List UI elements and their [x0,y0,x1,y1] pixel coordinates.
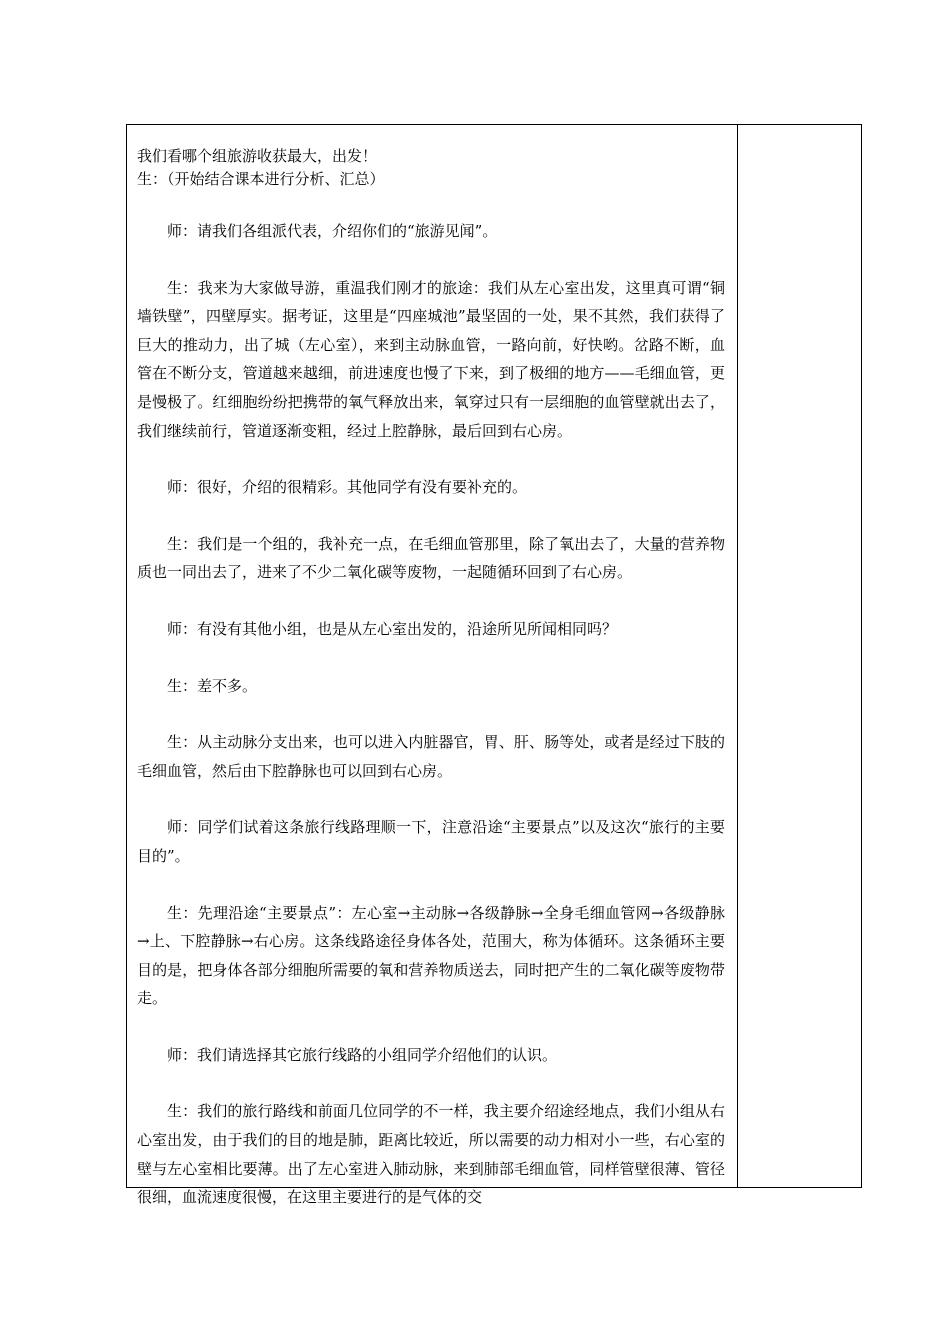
paragraph: 师：同学们试着这条旅行线路理顺一下，注意沿途“主要景点”以及这次“旅行的主要目的”。 [137,818,725,865]
paragraph: 师：有没有其他小组，也是从左心室出发的，沿途所见所闻相同吗？ [167,619,618,638]
paragraph: 生：差不多。 [167,676,258,695]
intro-line: 我们看哪个组旅游收获最大，出发！ [137,147,378,165]
paragraph: 师：很好，介绍的很精彩。其他同学有没有要补充的。 [167,478,528,497]
paragraph: 生：我们是一个组的，我补充一点，在毛细血管那里，除了氧出去了，大量的营养物质也一同出去了，进来了不少二氧化碳等废物，一起随循环回到了右心房。 [137,534,725,582]
spacer [137,191,725,217]
intro-line: 生：（开始结合课本进行分析、汇总） [137,170,385,188]
paragraph: 生：我们的旅行路线和前面几位同学的不一样，我主要介绍途经地点，我们小组从右心室出发，由于我们的目的地是肺，距离比较近，所以需要的动力相对小一些，右心室的壁与左心室相比要薄。出了左心室进入肺动脉，来到肺部毛细血管，同样管壁很薄、管径很细，血流速度很慢，在这里主要进行的是气体的交 [137,1102,725,1207]
paragraph: 师：请我们各组派代表，介绍你们的“旅游见闻”。 [167,222,498,240]
notes-cell [738,125,861,1187]
paragraph: 师：我们请选择其它旅行线路的小组同学介绍他们的认识。 [167,1045,558,1064]
main-content-cell [127,125,738,1207]
paragraph: 生：我来为大家做导游，重温我们刚才的旅途：我们从左心室出发，这里真可谓“铜墙铁壁”，四壁厚实。据考证，这里是“四座城池”最坚固的一处，果不其然，我们获得了巨大的推动力，出了城（左心室），来到主动脉血管，一路向前，好快哟。岔路不断，血管在不断分支，管道越来越细，前进速度也慢了下来，到了极细的地方——毛细血管，更是慢极了。红细胞纷纷把携带的氧气释放出来，氧穿过只有一层细胞的血管壁就出去了，我们继续前行，管道逐渐变粗，经过上腔静脉，最后回到右心房。 [137,278,725,440]
paragraph: 生：先理沿途“主要景点”：左心室→主动脉→各级静脉→全身毛细血管网→各级静脉→上、下腔静脉→右心房。这条线路途径身体各处，范围大，称为体循环。这条循环主要目的是，把身体各部分细胞所需要的氧和营养物质送去，同时把产生的二氧化碳等废物带走。 [137,903,726,1008]
paragraph: 生：从主动脉分支出来，也可以进入内脏器官，胃、肝、肠等处，或者是经过下肢的毛细血管，然后由下腔静脉也可以回到右心房。 [137,733,725,780]
page-table [126,124,862,1207]
